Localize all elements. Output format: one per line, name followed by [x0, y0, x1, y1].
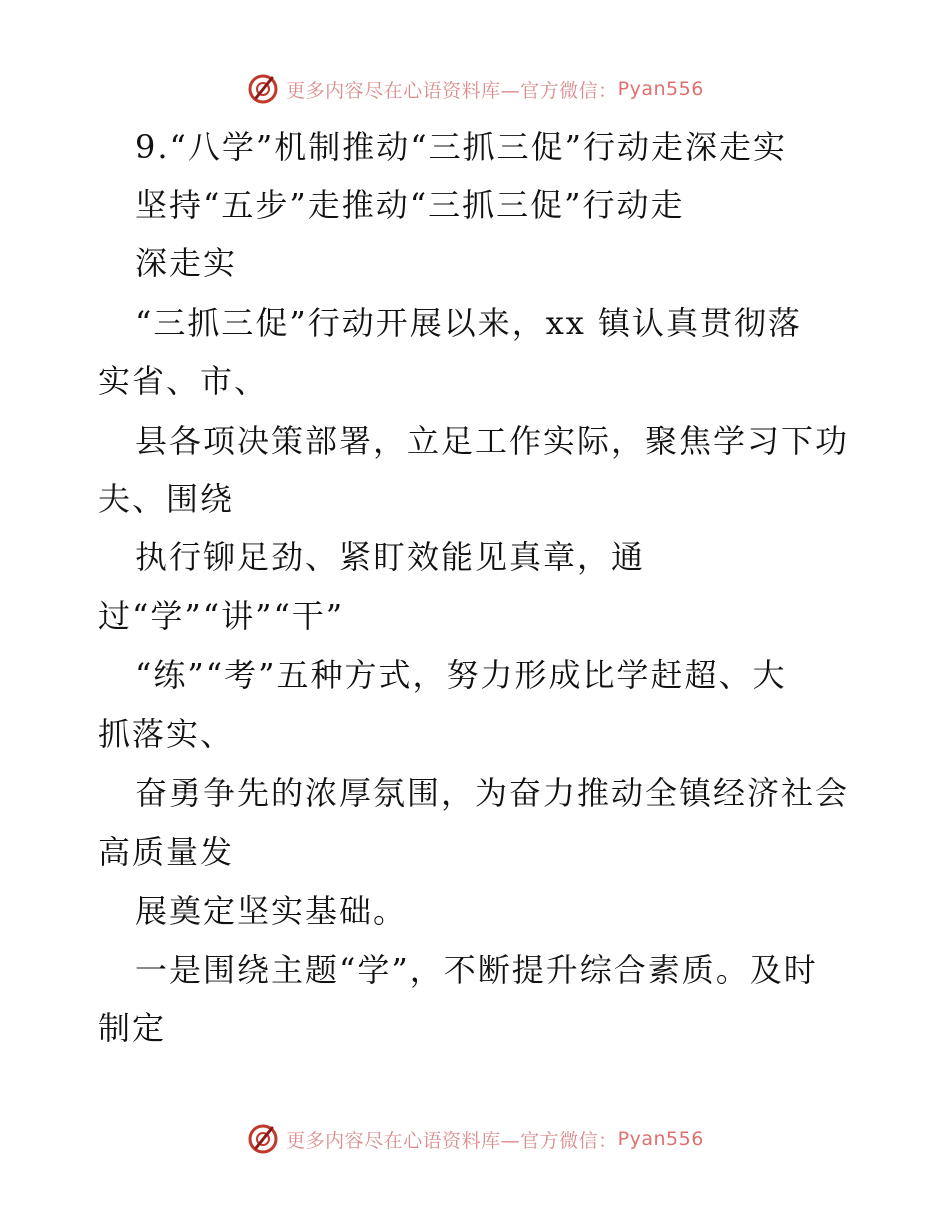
- body-line: 夫、围绕: [98, 480, 235, 518]
- pen-logo-icon: [246, 1122, 280, 1156]
- header-watermark: [0, 72, 950, 106]
- body-line: 高质量发: [98, 833, 235, 871]
- body-line: 抓落实、: [98, 715, 235, 753]
- footer-watermark: [0, 1122, 950, 1156]
- document-title: 9.“八学”机制推动“三抓三促”行动走深走实: [135, 128, 787, 166]
- body-line: 县各项决策部署，立足工作实际，聚焦学习下功: [135, 422, 850, 460]
- watermark-wechat-id: Pyan556: [617, 1128, 704, 1150]
- watermark-text: 更多内容尽在心语资料库—官方微信：: [286, 1129, 618, 1152]
- body-line: 执行铆足劲、紧盯效能见真章，通: [135, 538, 646, 576]
- body-line: “练”“考”五种方式，努力形成比学赶超、大: [135, 656, 787, 694]
- body-line: “三抓三促”行动开展以来，xx 镇认真贯彻落: [135, 304, 802, 342]
- body-line: 深走实: [135, 244, 238, 282]
- body-line: 坚持“五步”走推动“三抓三促”行动走: [135, 186, 685, 224]
- body-line: 制定: [98, 1009, 167, 1047]
- watermark-text: 更多内容尽在心语资料库—官方微信：: [286, 79, 618, 102]
- body-line: 奋勇争先的浓厚氛围，为奋力推动全镇经济社会: [135, 774, 850, 812]
- body-line: 过“学”“讲”“干”: [98, 597, 345, 635]
- body-line: 实省、市、: [98, 362, 269, 400]
- pen-logo-icon: [246, 72, 280, 106]
- watermark-wechat-id: Pyan556: [617, 78, 704, 100]
- body-line: 展奠定坚实基础。: [135, 892, 408, 930]
- body-line: 一是围绕主题“学”，不断提升综合素质。及时: [135, 951, 818, 989]
